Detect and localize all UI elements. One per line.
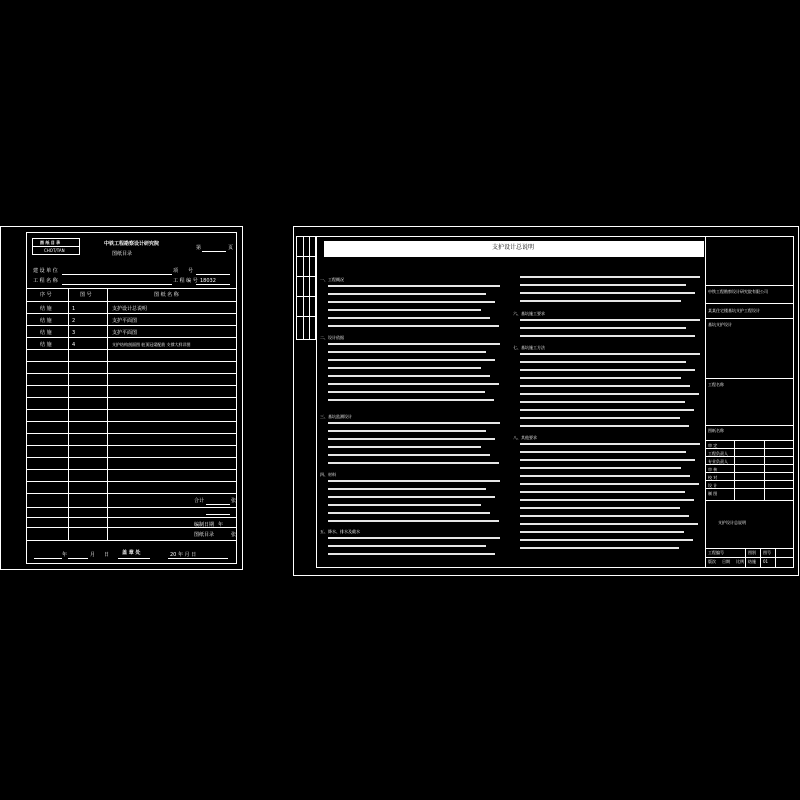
paragraph-line (328, 343, 500, 345)
table-rule (26, 493, 237, 494)
table-rule (26, 433, 237, 434)
paragraph-line (520, 483, 699, 485)
paragraph-line (520, 292, 695, 294)
tb-bottom8: 01 (763, 559, 769, 564)
tb-area: 图纸名称 (708, 428, 724, 433)
header-drawing-no: 图 号 (80, 292, 92, 298)
paragraph-line (520, 369, 695, 371)
table-rule (26, 325, 237, 326)
table-rule (26, 409, 237, 410)
paragraph-line (520, 443, 700, 445)
tb-bottom6: 比例 (736, 559, 744, 564)
section-head-5: 五、降水、排水及截水 (320, 529, 360, 534)
paragraph-line (328, 285, 500, 287)
paragraph-line (328, 545, 486, 547)
paragraph-line (520, 319, 700, 321)
roles-rule (705, 488, 794, 489)
institute-name: 中铁工程勘察设计研究院 (104, 241, 160, 247)
paragraph-line (520, 353, 700, 355)
tb-company: 中铁工程勘察设计研究院有限公司 (708, 289, 768, 294)
section-head-3: 三、基坑监测设计 (320, 414, 352, 419)
table-rule (26, 373, 237, 374)
bottom-date: 20 年 月 日 (170, 552, 197, 558)
table-row: 4 (72, 342, 76, 348)
paragraph-line (328, 375, 490, 377)
tb-bottom2: 图别 (748, 550, 756, 555)
paragraph-line (520, 459, 695, 461)
paragraph-line (520, 276, 700, 278)
table-rule (26, 301, 237, 302)
paragraph-line (328, 351, 486, 353)
paragraph-line (520, 361, 686, 363)
table-rule (26, 469, 237, 470)
paragraph-line (328, 537, 500, 539)
paragraph-line (520, 467, 681, 469)
bottom-mid-label: 月 (90, 552, 96, 558)
footer-label2: 图纸目录 (194, 532, 215, 538)
paragraph-line (328, 454, 490, 456)
footer-unit: 年 (218, 522, 224, 528)
roles-rule (705, 448, 794, 449)
tb-drawing-name: 支护设计总说明 (718, 520, 746, 525)
paragraph-line (328, 553, 495, 555)
page-label: 第 (196, 245, 202, 251)
table-row: 1 (72, 306, 76, 312)
tb-role: 专业负责人 (708, 459, 728, 464)
tb-role: 工程负责人 (708, 451, 728, 456)
roles-rule (705, 472, 794, 473)
code-value: 18032 (200, 278, 216, 284)
paragraph-line (520, 417, 680, 419)
paragraph-line (328, 391, 485, 393)
table-rule (26, 361, 237, 362)
paragraph-line (520, 284, 686, 286)
paragraph-line (520, 547, 679, 549)
paragraph-line (520, 393, 699, 395)
paragraph-line (328, 504, 481, 506)
table-rule (26, 457, 237, 458)
table-rule (26, 349, 237, 350)
section-head-6: 六、基坑施工要求 (513, 311, 545, 316)
table-rule (26, 445, 237, 446)
paragraph-line (328, 399, 494, 401)
total-label: 合计 (194, 498, 205, 504)
binding-strip (296, 236, 316, 340)
tb-project: 某某住宅楼基坑支护工程设计 (708, 308, 760, 313)
table-rule (26, 421, 237, 422)
header-no: 序 号 (40, 292, 52, 298)
paragraph-line (328, 309, 481, 311)
logo-top-text: 图 纸 目 录 (40, 240, 61, 245)
table-rule (26, 507, 237, 508)
paragraph-line (520, 531, 684, 533)
roles-rule (705, 480, 794, 481)
paragraph-line (520, 327, 686, 329)
tb-role: 审 核 (708, 467, 718, 472)
table-rule (26, 337, 237, 338)
table-rule (26, 313, 237, 314)
table-row: 结 施 (40, 330, 52, 336)
table-row: 结 施 (40, 342, 52, 348)
paragraph-line (520, 425, 689, 427)
total-unit: 张 (231, 498, 237, 504)
section-head-4: 四、材料 (320, 472, 336, 477)
paragraph-line (328, 438, 495, 440)
table-row: 3 (72, 330, 76, 336)
doc-type: 图纸目录 (112, 251, 133, 257)
paragraph-line (328, 317, 490, 319)
paragraph-line (520, 401, 685, 403)
strip-rule (296, 256, 316, 257)
logo-bottom-text: CHOT/TAN (44, 248, 65, 253)
paragraph-line (520, 507, 680, 509)
table-row: 支护结构剖面图 桩顶冠梁配筋 支撑大样详图 (112, 342, 191, 347)
paragraph-line (520, 451, 686, 453)
paragraph-line (328, 383, 499, 385)
section-head-7: 七、基坑施工方法 (513, 345, 545, 350)
roles-rule (705, 440, 794, 441)
sub-label1: 项 (173, 268, 179, 274)
bottom-mid-label2: 日 (104, 552, 110, 558)
section-head-2: 二、设计依据 (320, 335, 344, 340)
paragraph-line (520, 335, 695, 337)
paragraph-line (520, 523, 698, 525)
strip-rule (296, 316, 316, 317)
page-unit: 页 (228, 245, 234, 251)
project-owner-label: 建 设 单 位 (33, 268, 58, 274)
paragraph-line (520, 491, 685, 493)
section-head-8: 八、其他要求 (513, 435, 537, 440)
paragraph-line (328, 325, 499, 327)
code-label: 工 程 编 号 (173, 278, 198, 284)
tb-role: 校 对 (708, 475, 718, 480)
table-row: 2 (72, 318, 76, 324)
paragraph-line (520, 377, 681, 379)
paragraph-line (328, 496, 495, 498)
tb-bottom3: 图号 (763, 550, 771, 555)
paragraph-line (328, 422, 500, 424)
strip-rule (296, 296, 316, 297)
table-rule (26, 517, 237, 518)
table-row: 支护平面图 (112, 330, 138, 336)
tb-bottom1: 工程编号 (708, 550, 724, 555)
tb-role: 制 图 (708, 491, 718, 496)
paragraph-line (328, 301, 495, 303)
bottom-left-label: 年 (62, 552, 68, 558)
table-rule (26, 481, 237, 482)
paragraph-line (328, 520, 499, 522)
strip-rule (296, 276, 316, 277)
paragraph-line (520, 499, 694, 501)
table-row: 支护平面图 (112, 318, 138, 324)
tb-bottom5: 日期 (722, 559, 730, 564)
paragraph-line (520, 475, 690, 477)
page-title: 支护设计总说明 (492, 244, 535, 251)
paragraph-line (328, 367, 481, 369)
paragraph-line (328, 359, 495, 361)
paragraph-line (520, 409, 694, 411)
footer-unit2: 张 (231, 532, 237, 538)
project-name-label: 工 程 名 称 (33, 278, 58, 284)
tb-bottom4: 版次 (708, 559, 716, 564)
paragraph-line (328, 480, 500, 482)
paragraph-line (328, 488, 486, 490)
paragraph-line (328, 446, 481, 448)
paragraph-line (328, 512, 490, 514)
stamp-label: 盖 章 处 (122, 550, 141, 556)
section-head-1: 一、工程概况 (320, 277, 344, 282)
table-rule (26, 397, 237, 398)
tb-sub: 基坑支护设计 (708, 322, 732, 327)
paragraph-line (520, 300, 681, 302)
table-row: 结 施 (40, 306, 52, 312)
sub-label2: 号 (188, 268, 194, 274)
header-drawing-name: 图 纸 名 称 (154, 292, 179, 298)
paragraph-line (520, 539, 693, 541)
paragraph-line (520, 515, 689, 517)
tb-drawing: 工程名称 (708, 382, 724, 387)
paragraph-line (328, 462, 499, 464)
paragraph-line (520, 385, 690, 387)
paragraph-line (328, 430, 486, 432)
table-rule (26, 385, 237, 386)
footer-label1: 编制日期 (194, 522, 215, 528)
table-row: 结 施 (40, 318, 52, 324)
table-row: 支护设计总说明 (112, 306, 148, 312)
paragraph-line (328, 293, 486, 295)
tb-bottom7: 结施 (748, 559, 756, 564)
tb-role: 审 定 (708, 443, 718, 448)
tb-role: 设 计 (708, 483, 718, 488)
